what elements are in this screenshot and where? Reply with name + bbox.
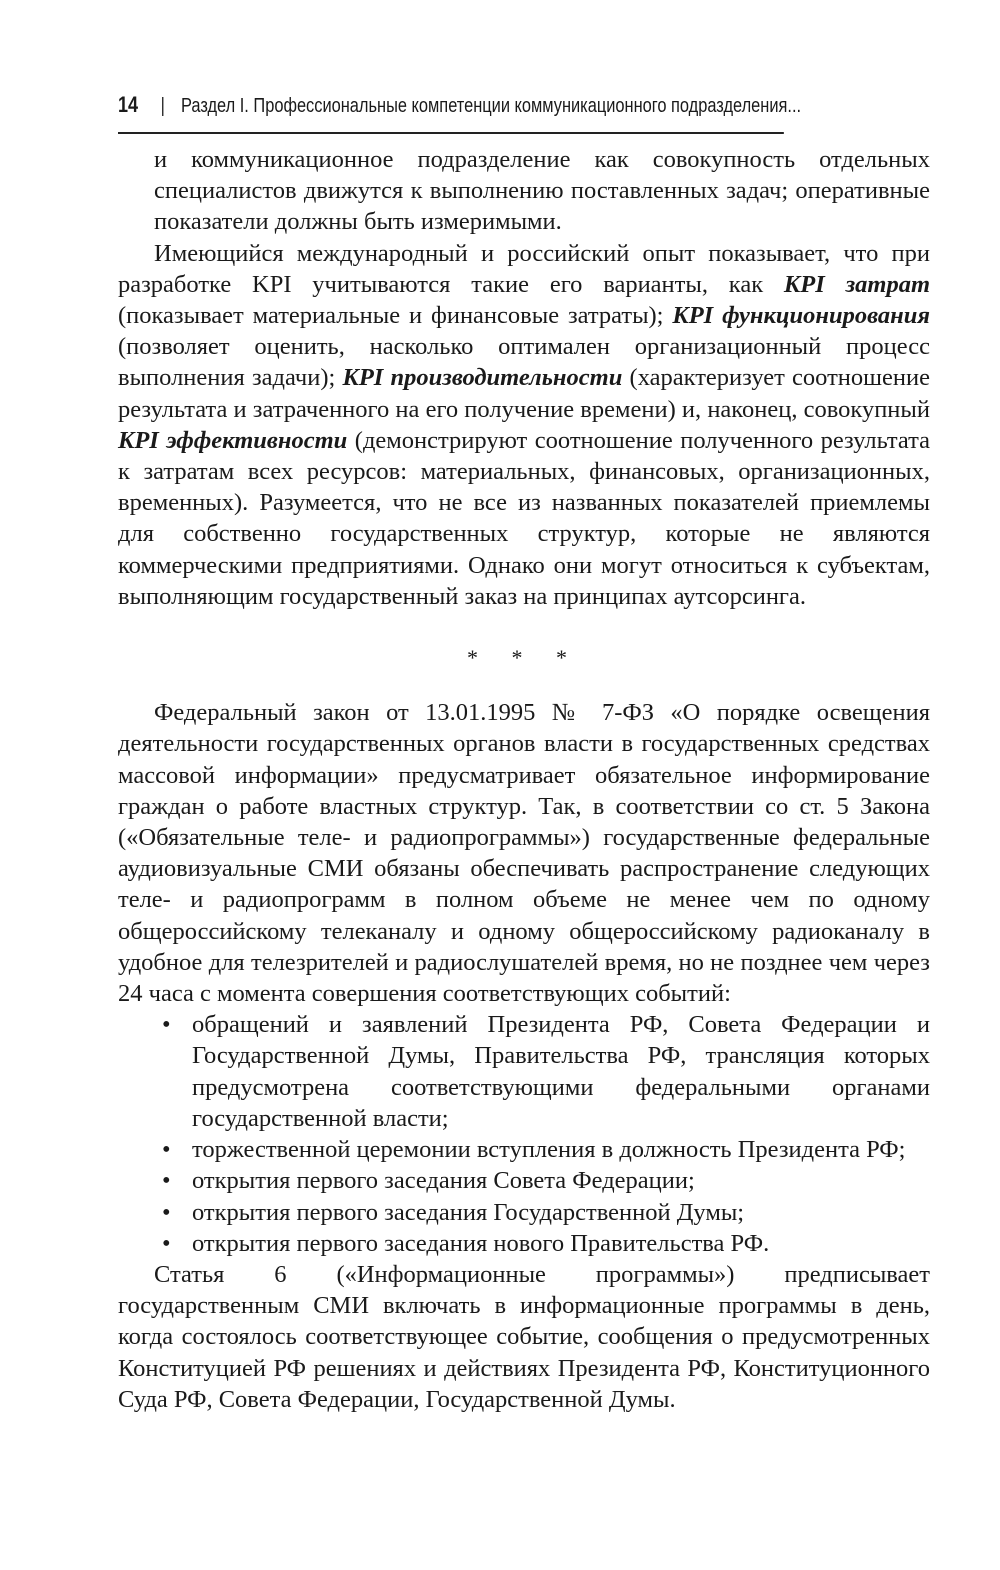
list-item-text: торжественной церемонии вступления в должность Президента РФ; bbox=[192, 1136, 906, 1164]
term-kpi-costs: KPI затрат bbox=[783, 270, 931, 298]
page-number: 14 bbox=[118, 92, 139, 117]
paragraph-text: Имеющийся международный и российский опыт показывает, что при разработке KPI учитываются такие его варианты, как bbox=[118, 239, 930, 298]
list-item bbox=[162, 1165, 930, 1196]
term-kpi-productivity: KPI производительности bbox=[342, 364, 623, 392]
paragraph-text: (показывает материальные и финансовые затраты); bbox=[118, 302, 673, 330]
paragraph-federal-law: Федеральный закон от 13.01.1995 № 7-ФЗ «О порядке освещения деятельности государственных органов власти в государственных средствах массовой информации» предусматривает обязательное информирование граждан о работе властных структур. Так, в соответствии со ст. 5 Закона («Обязательные теле- и радиопрограммы») государственные федеральные аудиовизуальные СМИ обязаны обеспечивать распространение следующих теле- и радиопрограмм в полном объеме не менее чем по одному общероссийскому телеканалу и одному общероссийскому радиоканалу в удобное для телезрителей и радиослушателей время, но не позднее чем через 24 часа с момента совершения соответствующих событий: bbox=[118, 699, 930, 1008]
list-item-text: открытия первого заседания Совета Федерации; bbox=[192, 1167, 695, 1195]
section-break-stars: * * * bbox=[467, 645, 581, 671]
running-header bbox=[118, 92, 802, 134]
list-item bbox=[162, 1197, 930, 1228]
paragraph-text: (демонстрируют соотношение полученного результата к затратам всех ресурсов: материальных, финансовых, организационных, временных). Разумеется, что не все из названных показателей приемлемы для собственно государственных структур, которые не являются коммерческими предприятиями. Однако они могут относиться к субъектам, выполняющим государственный заказ на принципах аутсорсинга. bbox=[118, 426, 930, 610]
paragraph-article-6: Статья 6 («Информационные программы») предписывает государственным СМИ включать в информационные программы в день, когда состоялось соответствующее событие, сообщения о предусмотренных Конституцией РФ решениях и действиях Президента РФ, Конституционного Суда РФ, Совета Федерации, Государственной Думы. bbox=[118, 1260, 930, 1413]
paragraph-continued: и коммуникационное подразделение как совокупность отдельных специалистов движутся к выполнению поставленных задач; оперативные показатели должны быть измеримыми. bbox=[154, 146, 930, 236]
list-item-text: открытия первого заседания Государственной Думы; bbox=[192, 1198, 745, 1226]
paragraph-kpi-variants bbox=[118, 238, 930, 612]
list-item bbox=[162, 1134, 930, 1165]
header-separator: | bbox=[160, 95, 165, 117]
list-item-text: открытия первого заседания нового Правительства РФ. bbox=[192, 1229, 770, 1257]
paragraph-text: (характеризует соотношение результата и затраченного на его получение времени) и, наконец, совокупный bbox=[118, 364, 930, 423]
bullet-icon: • bbox=[162, 1198, 171, 1226]
term-kpi-efficiency: KPI эффективности bbox=[118, 426, 348, 454]
term-kpi-functioning: KPI функционирования bbox=[672, 302, 930, 330]
bullet-icon: • bbox=[162, 1229, 171, 1257]
bullet-icon: • bbox=[162, 1167, 171, 1195]
bullet-list bbox=[118, 1009, 930, 1259]
paragraph-text: (позволяет оценить, насколько оптимален организационный процесс выполнения задачи); bbox=[118, 333, 930, 392]
bullet-icon: • bbox=[162, 1011, 171, 1039]
list-item bbox=[162, 1228, 930, 1259]
list-item bbox=[162, 1009, 930, 1134]
section-title: Раздел I. Профессиональные компетенции коммуникационного подразделения... bbox=[180, 95, 802, 117]
list-item-text: обращений и заявлений Президента РФ, Совета Федерации и Государственной Думы, Правительства РФ, трансляция которых предусмотрена соответствующими федеральными органами государственной власти; bbox=[192, 1011, 930, 1132]
bullet-icon: • bbox=[162, 1136, 171, 1164]
page-body bbox=[118, 144, 930, 1415]
